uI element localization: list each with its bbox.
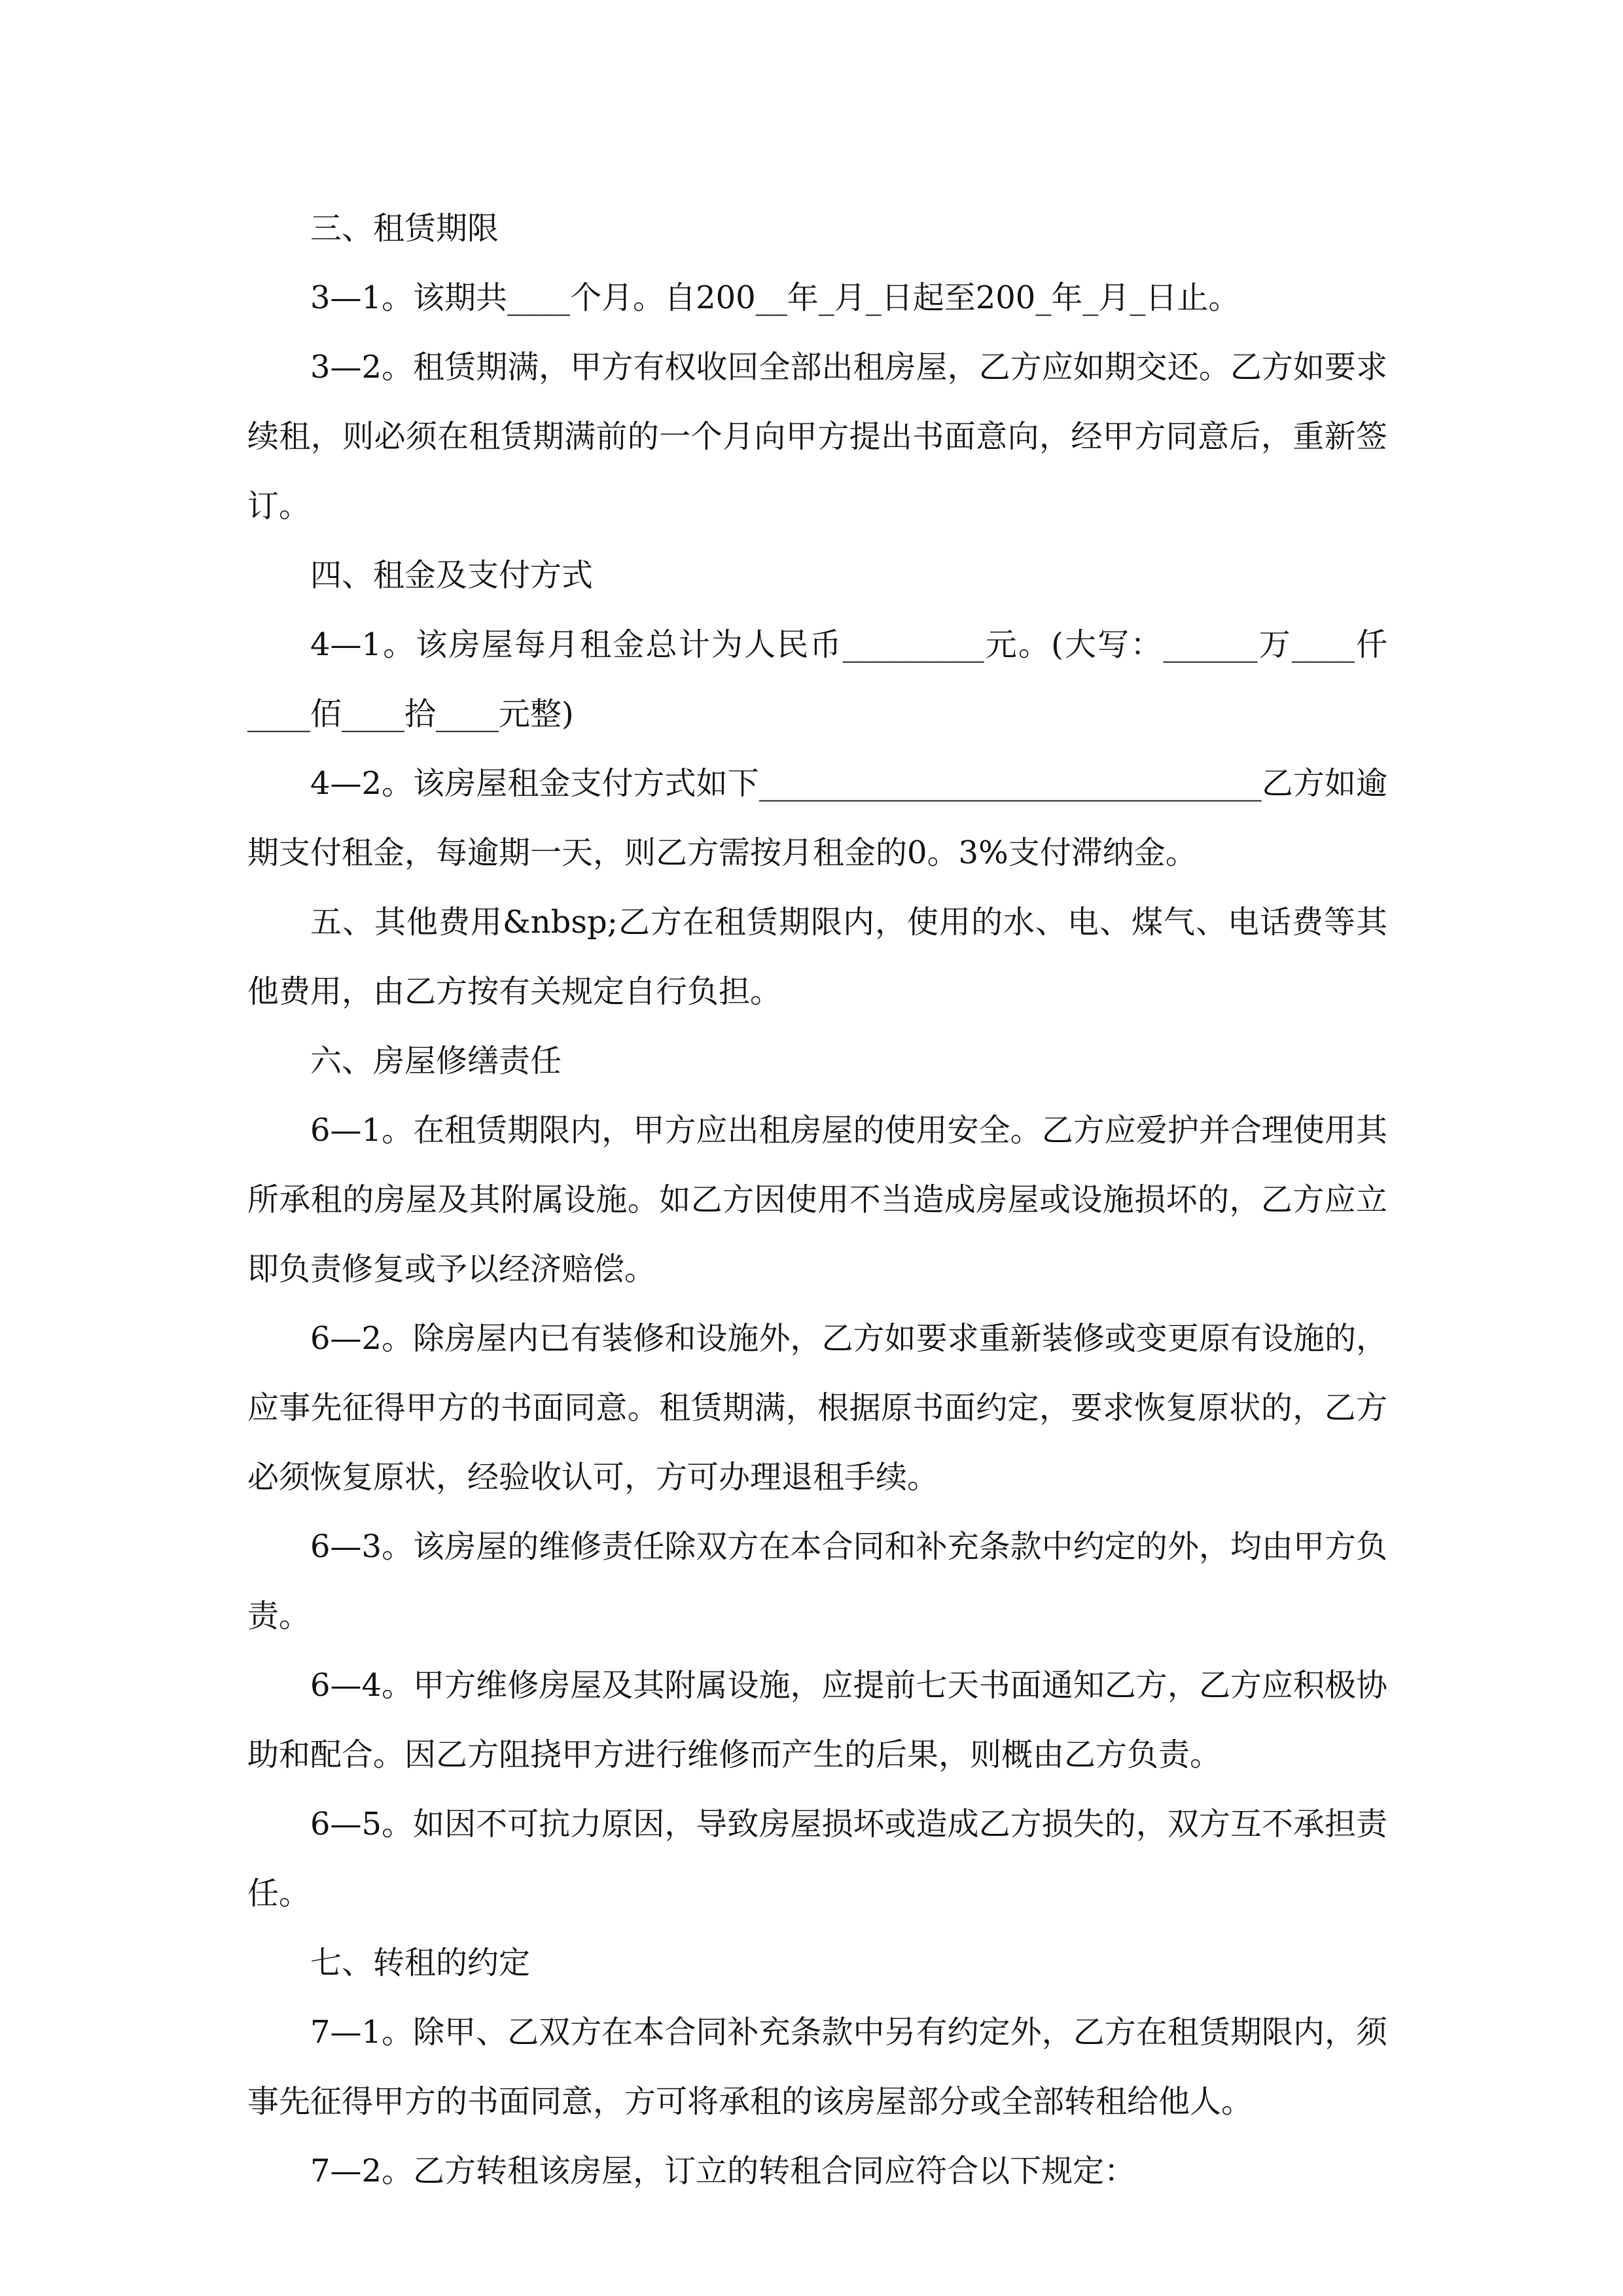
clause-6-4: 6—4。甲方维修房屋及其附属设施，应提前七天书面通知乙方，乙方应积极协助和配合。因乙方阻挠甲方进行维修而产生的后果，则概由乙方负责。 <box>247 1667 1387 1773</box>
section-heading-sublet: 七、转租的约定 <box>310 1945 531 1981</box>
section-heading-term: 三、租赁期限 <box>310 210 499 247</box>
section-heading-repair: 六、房屋修缮责任 <box>310 1043 562 1079</box>
section-heading-rent: 四、租金及支付方式 <box>310 557 594 594</box>
clause-3-1: 3—1。该期共____个月。自200__年_月_日起至200_年_月_日止。 <box>310 279 1240 316</box>
clause-4-1: 4—1。该房屋每月租金总计为人民币_________元。(大写：______万____仟____佰____拾____元整) <box>247 626 1387 732</box>
section-other-fees: 五、其他费用&nbsp;乙方在租赁期限内，使用的水、电、煤气、电话费等其他费用，由乙方按有关规定自行负担。 <box>247 904 1387 1010</box>
document-body <box>247 194 1387 2206</box>
clause-6-3: 6—3。该房屋的维修责任除双方在本合同和补充条款中约定的外，均由甲方负责。 <box>247 1528 1387 1634</box>
clause-7-2: 7—2。乙方转租该房屋，订立的转租合同应符合以下规定： <box>310 2153 1136 2189</box>
clause-6-1: 6—1。在租赁期限内，甲方应出租房屋的使用安全。乙方应爱护并合理使用其所承租的房屋及其附属设施。如乙方因使用不当造成房屋或设施损坏的，乙方应立即负责修复或予以经济赔偿。 <box>247 1112 1387 1287</box>
clause-6-5: 6—5。如因不可抗力原因，导致房屋损坏或造成乙方损失的，双方互不承担责任。 <box>247 1806 1387 1912</box>
clause-3-2: 3—2。租赁期满，甲方有权收回全部出租房屋，乙方应如期交还。乙方如要求续租，则必须在租赁期满前的一个月向甲方提出书面意向，经甲方同意后，重新签订。 <box>247 349 1387 524</box>
clause-4-2: 4—2。该房屋租金支付方式如下________________________________乙方如逾期支付租金，每逾期一天，则乙方需按月租金的0。3%支付滞纳金。 <box>247 765 1387 871</box>
clause-7-1: 7—1。除甲、乙双方在本合同补充条款中另有约定外，乙方在租赁期限内，须事先征得甲方的书面同意，方可将承租的该房屋部分或全部转租给他人。 <box>247 2014 1387 2120</box>
clause-6-2: 6—2。除房屋内已有装修和设施外，乙方如要求重新装修或变更原有设施的，应事先征得甲方的书面同意。租赁期满，根据原书面约定，要求恢复原状的，乙方必须恢复原状，经验收认可，方可办理退租手续。 <box>247 1320 1387 1496</box>
